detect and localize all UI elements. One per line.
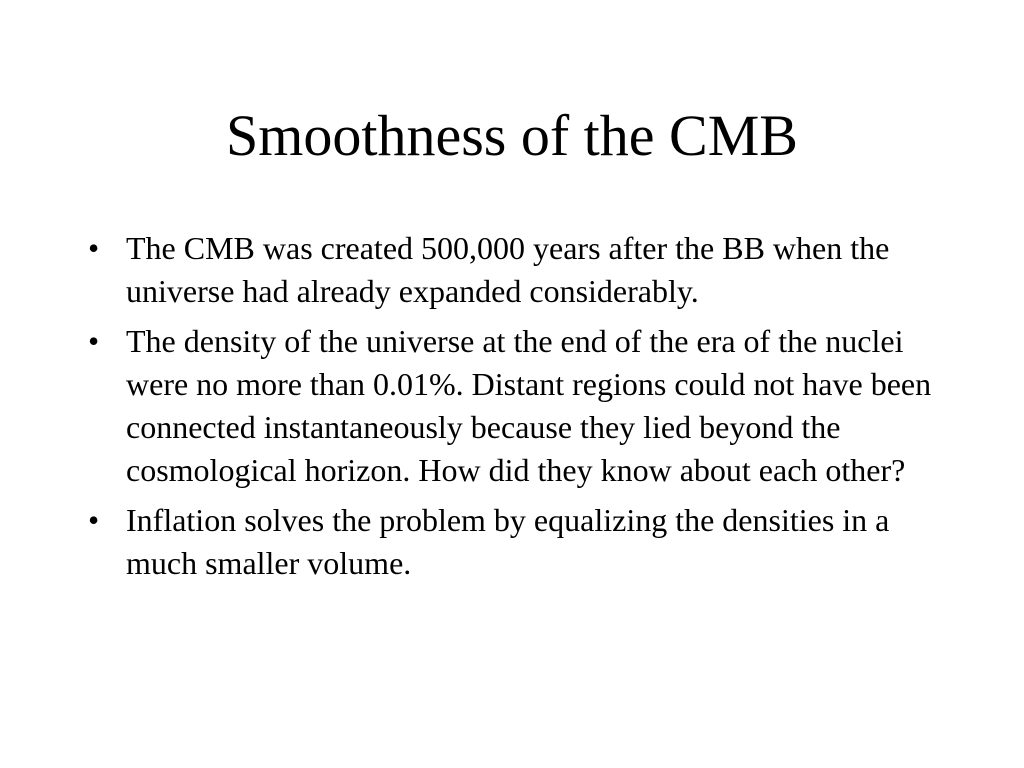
bullet-marker: • — [88, 230, 100, 266]
bullet-item — [88, 320, 948, 492]
bullet-text: The CMB was created 500,000 years after the BB when the universe had already expanded considerably. — [126, 230, 890, 309]
bullet-marker: • — [88, 323, 100, 359]
bullet-list — [88, 227, 948, 592]
bullet-item — [88, 499, 948, 585]
bullet-text: The density of the universe at the end of the era of the nuclei were no more than 0.01%. Distant regions could not have been connected instantaneously because they lied beyond the cosmological horizon. How did they know about each other? — [126, 323, 932, 488]
bullet-text: Inflation solves the problem by equalizing the densities in a much smaller volume. — [126, 502, 890, 581]
bullet-marker: • — [88, 502, 100, 538]
slide-title: Smoothness of the CMB — [226, 103, 798, 168]
bullet-item — [88, 227, 948, 313]
